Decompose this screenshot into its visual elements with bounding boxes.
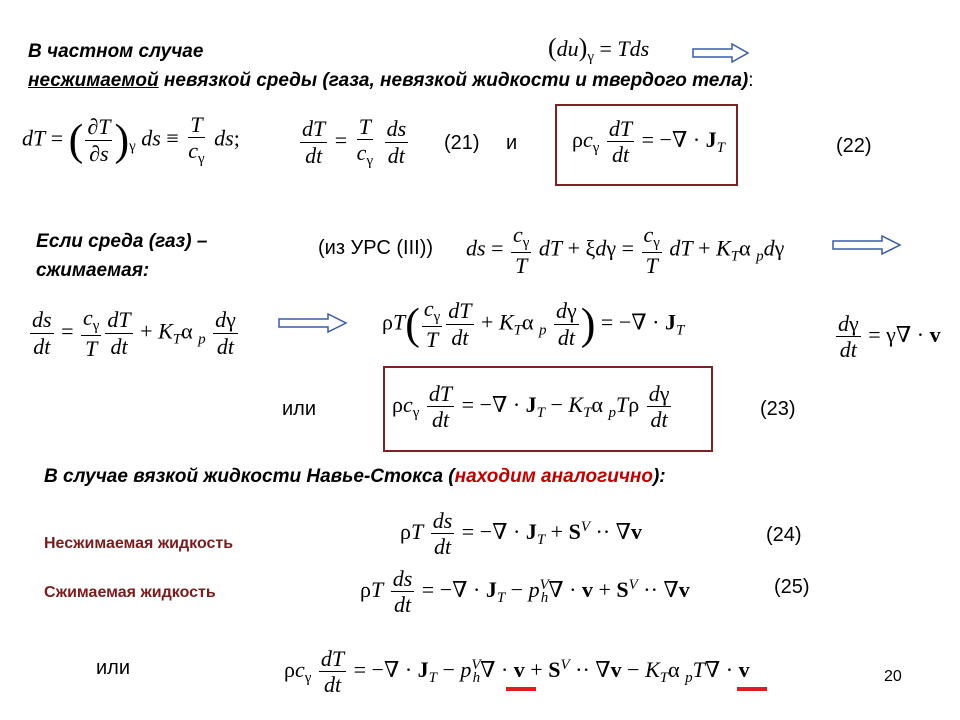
or-label-1: или [282, 398, 317, 420]
underline-mark [506, 687, 536, 691]
page-number: 20 [884, 668, 902, 685]
right-arrow-icon [832, 235, 902, 255]
eq-rhoT: ρT( $\frac{c_\gamma}{T}$ $\frac{dT}{dt}$ + $K_T\alpha$ $_p$ $\frac{d\gamma}{dt}$ ) = −∇ · $J_T$ [382, 296, 685, 353]
compressible-label: Сжимаемая жидкость [44, 584, 216, 601]
eq-final: $\rho c_\gamma$ $\frac{dT}{dt}$ = −∇ · $J_T - p^V_h\nabla \cdot v + S^V \cdot\cdot \nabla v - K_T\alpha$ $_p$T∇ · v [284, 646, 750, 698]
eq-dt-partial: dT = ( $\frac{\partial T}{\partial s}$ )$_\gamma$ ds ≡ $\frac{T}{c_\gamma}$ ds; [22, 112, 240, 168]
eq21-label: (21) [444, 132, 480, 154]
compress-line2: сжимаемая: [36, 260, 150, 281]
compress-line1: Если среда (газ) – [36, 231, 208, 252]
eq23-label: (23) [760, 398, 796, 420]
eq-ds: ds = $\frac{c_\gamma}{T}$ dT + ξdγ = $\frac{c_\gamma}{T}$ dT + $K_T\alpha$ $_p$dγ [466, 222, 785, 279]
heading-colon: : [748, 70, 754, 91]
eq22: $\rho c_\gamma$ $\frac{dT}{dt}$ = −∇ · $J_T$ [572, 116, 725, 168]
heading-line2 [28, 70, 754, 92]
eq-continuity: $\frac{d\gamma}{dt}$ = γ∇ · v [838, 311, 941, 363]
right-arrow-icon [278, 313, 348, 333]
viscous-pre: В случае вязкой жидкости Навье-Стокса ( [44, 466, 455, 487]
right-arrow-icon [692, 43, 750, 63]
eq-top: $(du)_\gamma$ = Tds [548, 33, 650, 65]
and-word: и [506, 132, 518, 154]
viscous-post: ): [652, 466, 666, 487]
eq22-label: (22) [836, 135, 872, 157]
eq24: ρT $\frac{ds}{dt}$ = −∇ · $J_T + S^V \cdot\cdot \nabla v$ [400, 508, 643, 560]
underline-mark [737, 687, 767, 691]
eq-ds-dt: $\frac{ds}{dt}$ = $\frac{c_\gamma}{T}$ $\frac{dT}{dt}$ + $K_T\alpha$ $_p$ $\frac{d\gamma}{dt}$ [32, 305, 236, 362]
eq23: $\rho c_\gamma$ $\frac{dT}{dt}$ = −∇ · $J_T - K_T\alpha$ $_p$Tρ $\frac{d\gamma}{dt}$ [392, 381, 670, 433]
eq24-label: (24) [766, 524, 802, 546]
heading-line1: В частном случае [28, 41, 204, 62]
viscous-red: находим аналогично [454, 466, 653, 487]
viscous-heading [44, 466, 666, 488]
eq-dt-dt: $\frac{dT}{dt}$ = $\frac{T}{c_\gamma}$ $\frac{ds}{dt}$ [302, 114, 407, 170]
or-label-2: или [96, 657, 131, 679]
eq25-label: (25) [774, 576, 810, 598]
from-urs: (из УРС (III)) [318, 237, 434, 259]
eq25: ρT $\frac{ds}{dt}$ = −∇ · $J_T - p^V_h\nabla \cdot v + S^V \cdot\cdot \nabla v$ [360, 566, 690, 618]
heading-rest: невязкой среды (газа, невязкой жидкости и твердого тела) [158, 70, 749, 91]
incompressible-label: Несжимаемая жидкость [44, 535, 234, 552]
heading-incompressible: несжимаемой [28, 70, 159, 91]
